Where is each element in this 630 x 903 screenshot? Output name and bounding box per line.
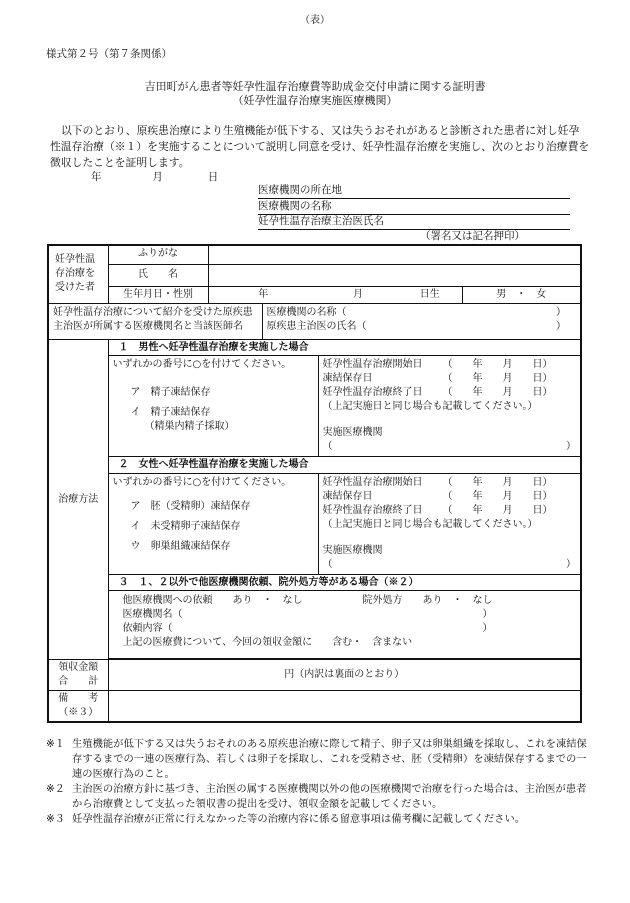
- certificate-form-table: [47, 244, 582, 723]
- female-facility-open: （: [322, 558, 333, 570]
- institution-address-field[interactable]: [258, 183, 570, 199]
- dob-sex-label: 生年月日・性別: [108, 286, 208, 303]
- dob-day[interactable]: 日生: [398, 286, 462, 303]
- male-end-label: 妊孕性温存治療終了日: [322, 387, 423, 398]
- sex-select[interactable]: 男 ・ 女: [462, 286, 581, 303]
- other-content-label: 依頼内容（: [122, 623, 173, 634]
- furigana-label: ふりがな: [108, 245, 208, 264]
- intro-text: 以下のとおり、原疾患治療により生殖機能が低下する、又は失うおそれがあると診断された患者に対し妊孕性温存治療（※１）を実施することについて説明し同意を受け、妊孕性温存治療を実施し、次のとおり治療費を徴収したことを証明します。: [50, 124, 590, 169]
- receipt-total-value[interactable]: 円（内訳は裏面のとおり）: [108, 660, 581, 691]
- institution-name-label: 医療機関の名称: [258, 200, 332, 212]
- dob-month[interactable]: 月: [318, 286, 398, 303]
- other-section-heading: ３ １、２以外で他医療機関依頼、院外処方等がある場合（※２）: [108, 574, 581, 591]
- page-label: （表）: [300, 15, 330, 26]
- female-option-a[interactable]: ア 胚（受精卵）凍結保存: [130, 500, 251, 512]
- patient-name-input[interactable]: [208, 264, 581, 286]
- female-section-heading: ２ 女性へ妊孕性温存治療を実施した場合: [108, 457, 581, 474]
- patient-name-label: 氏 名: [108, 264, 208, 286]
- female-option-b[interactable]: イ 未受精卵子凍結保存: [130, 520, 241, 532]
- institution-address-label: 医療機関の所在地: [258, 184, 342, 196]
- treatment-row-label: 治療方法: [48, 339, 108, 660]
- document-title: 吉田町がん患者等妊孕性温存治療費等助成金交付申請に関する証明書: [144, 80, 486, 93]
- certification-date[interactable]: [91, 170, 218, 184]
- patient-row-label: 妊孕性温存治療を受けた者: [48, 245, 108, 303]
- female-storage-date[interactable]: （ 年 月 日）: [442, 490, 553, 502]
- male-storage-date[interactable]: （ 年 月 日）: [442, 373, 553, 384]
- female-end-label: 妊孕性温存治療終了日: [322, 504, 423, 516]
- male-instruction: いずれかの番号に○を付けてください。: [112, 359, 292, 370]
- furigana-input[interactable]: [208, 245, 581, 264]
- female-facility-label: 実施医療機関: [322, 544, 383, 556]
- footnote-3: ※３ 妊孕性温存治療が正常に行えなかった等の治療内容に係る留意事項は備考欄に記載してください。: [46, 813, 526, 825]
- referral-institution-close: ）: [556, 306, 567, 318]
- other-institution-close: ）: [482, 609, 493, 620]
- male-facility-label: 実施医療機関: [322, 427, 383, 438]
- date-day: 日: [207, 171, 219, 183]
- receipt-inclusion-select[interactable]: 上記の医療費について、今回の領収金額に 含む・ 含まない: [122, 637, 413, 648]
- male-option-a[interactable]: ア 精子凍結保存: [130, 387, 211, 398]
- male-start-date[interactable]: （ 年 月 日）: [442, 359, 553, 370]
- intro-paragraph: [50, 123, 590, 171]
- male-facility-close: ）: [566, 441, 577, 452]
- male-section-heading: １ 男性へ妊孕性温存治療を実施した場合: [108, 339, 581, 356]
- doctor-name-field[interactable]: [258, 214, 570, 230]
- female-option-c[interactable]: ウ 卵巣組織凍結保存: [130, 540, 231, 552]
- male-storage-label: 凍結保存日: [322, 373, 373, 384]
- other-institution-label: 医療機関名（: [122, 609, 183, 620]
- footnote-2: ※２ 主治医の治療方針に基づき、主治医の属する医療機関以外の他の医療機関で治療を行った場合は、主治医が患者から治療費として支払った領収書の提出を受け、領収金額を記載してください。: [46, 783, 587, 810]
- female-instruction: いずれかの番号に○を付けてください。: [112, 476, 292, 488]
- other-fields[interactable]: [108, 591, 581, 659]
- female-options[interactable]: [108, 473, 318, 574]
- signature-note: （署名又は記名押印）: [420, 230, 525, 242]
- female-start-label: 妊孕性温存治療開始日: [322, 476, 423, 488]
- footnote-1: ※１ 生殖機能が低下する又は失うおそれのある原疾患治療に際して精子、卵子又は卵巣組織を採取し、これを凍結保存するまでの一連の医療行為、若しくは卵子を採取し、これを受精させ、胚（受精卵）を凍結保存するまでの一連の医療行為のこと。: [46, 738, 587, 780]
- male-option-b[interactable]: イ 精子凍結保存: [130, 407, 211, 418]
- referral-fields[interactable]: [262, 303, 581, 339]
- other-content-close: ）: [482, 623, 493, 634]
- male-start-label: 妊孕性温存治療開始日: [322, 359, 423, 370]
- footnotes: [46, 737, 592, 827]
- referral-institution-label: 医療機関の名称（: [266, 306, 347, 318]
- male-options[interactable]: [108, 356, 318, 457]
- remarks-label: 備 考 （※３）: [48, 691, 108, 723]
- other-request-select[interactable]: 他医療機関への依頼 あり ・ なし: [122, 595, 303, 606]
- male-same-day-note: （上記実施日と同じ場合も記載してください。）: [322, 401, 538, 412]
- female-storage-label: 凍結保存日: [322, 490, 373, 502]
- receipt-total-label: 領収金額 合 計: [48, 660, 108, 691]
- female-end-date[interactable]: （ 年 月 日）: [442, 504, 553, 516]
- female-start-date[interactable]: （ 年 月 日）: [442, 476, 553, 488]
- female-facility-close: ）: [566, 558, 577, 570]
- dob-year[interactable]: 年: [208, 286, 318, 303]
- remarks-input[interactable]: [108, 691, 581, 723]
- institution-name-field[interactable]: [258, 199, 570, 215]
- male-end-date[interactable]: （ 年 月 日）: [442, 387, 553, 398]
- female-same-day-note: （上記実施日と同じ場合も記載してください。）: [322, 518, 538, 530]
- referral-doctor-close: ）: [556, 320, 567, 332]
- male-option-b-note: （精巣内精子採取）: [144, 421, 235, 432]
- outside-prescription-select[interactable]: 院外処方 あり ・ なし: [362, 595, 493, 606]
- female-dates[interactable]: [318, 473, 581, 574]
- referral-doctor-label: 原疾患主治医の氏名（: [266, 320, 367, 332]
- doctor-name-label: 妊孕性温存治療主治医氏名: [258, 215, 384, 227]
- referral-label: 妊孕性温存治療について紹介を受けた原疾患主治医が所属する医療機関名と当該医師名: [48, 303, 262, 339]
- document-subtitle: （妊孕性温存治療実施医療機関）: [232, 94, 398, 107]
- form-number: 様式第２号（第７条関係）: [46, 48, 172, 60]
- date-year: 年: [91, 171, 102, 183]
- date-month: 月: [152, 171, 163, 183]
- male-dates[interactable]: [318, 356, 581, 457]
- male-facility-open: （: [322, 441, 333, 452]
